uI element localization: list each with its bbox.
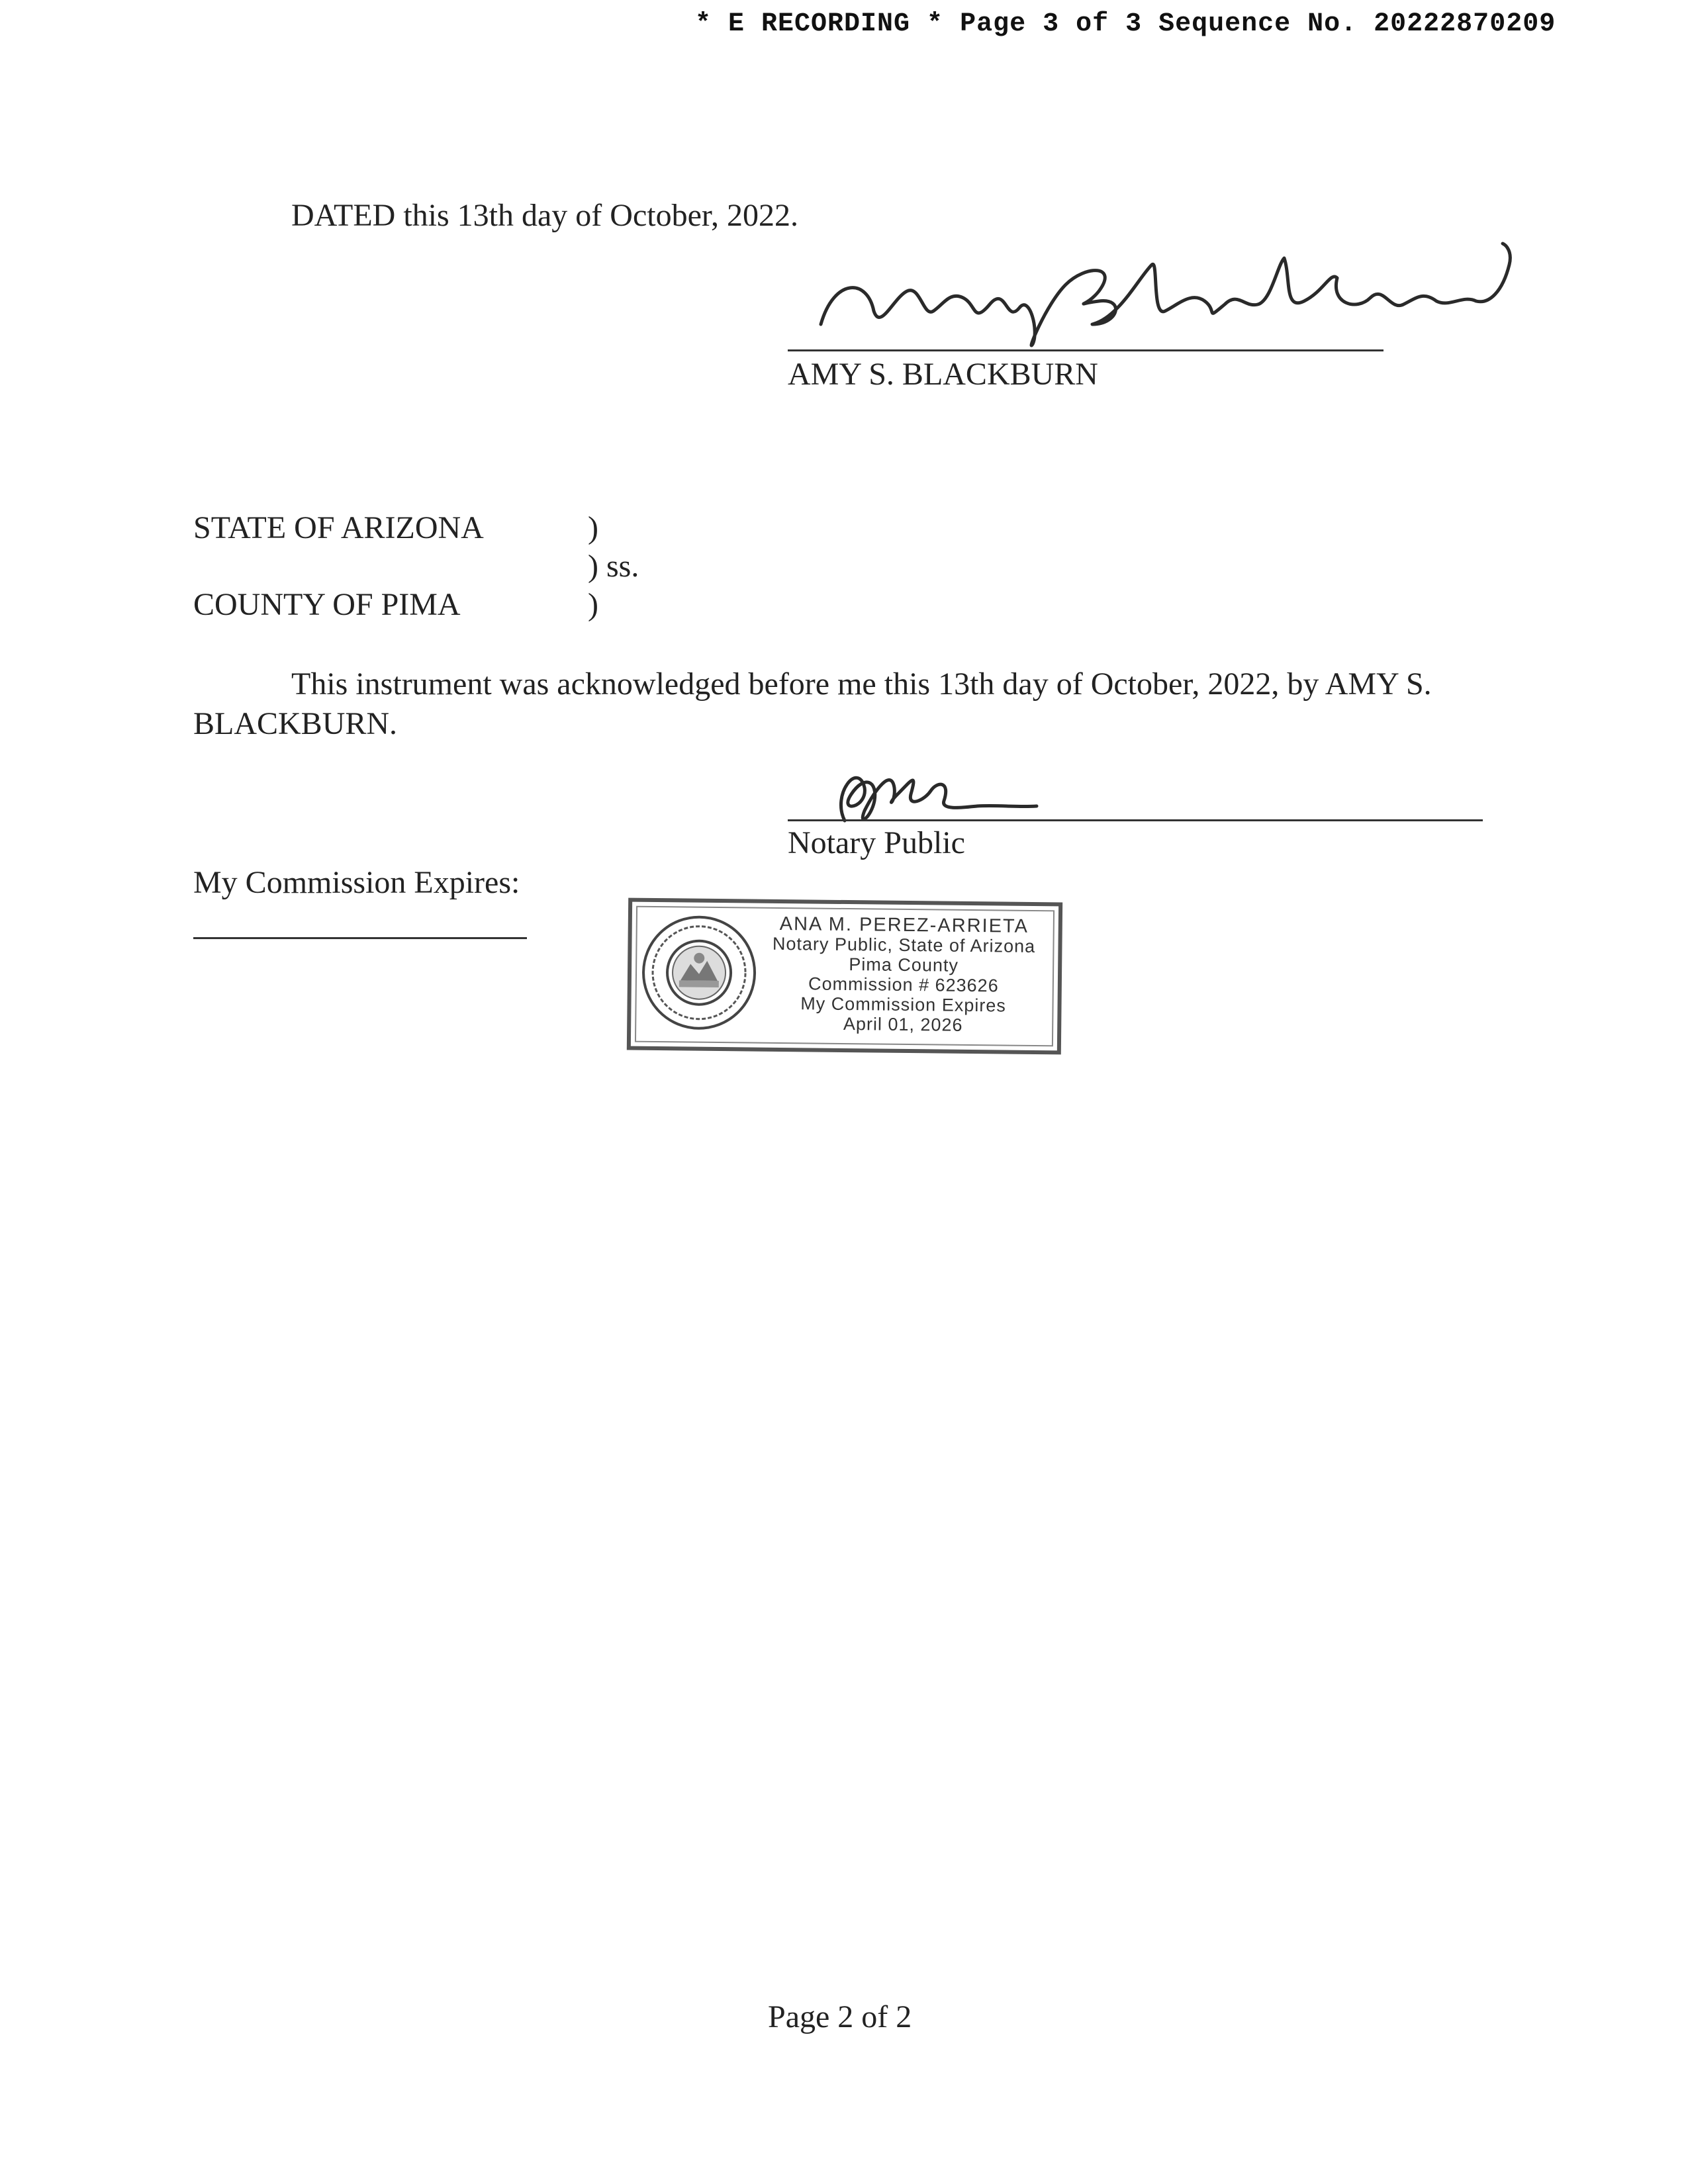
stamp-expires-date: April 01, 2026 [843,1013,963,1035]
commission-expires-line [193,937,527,939]
state-seal-icon [640,914,758,1032]
notary-signature [818,754,1043,834]
acknowledgment-line-2: BLACKBURN. [193,706,398,741]
signer-signature [808,238,1523,351]
stamp-county: Pima County [849,954,959,976]
stamp-notary-name: ANA M. PEREZ-ARRIETA [779,913,1029,937]
notary-signature-line [788,819,1483,821]
notary-label: Notary Public [788,825,965,860]
page-number: Page 2 of 2 [768,1999,912,2034]
acknowledgment-line-1: This instrument was acknowledged before me this 13th day of October, 2022, by AMY S. [291,666,1432,702]
stamp-commission-number: Commission # 623626 [808,974,999,996]
venue-paren-top: ) [588,510,598,545]
stamp-expires-label: My Commission Expires [800,993,1006,1016]
stamp-title: Notary Public, State of Arizona [772,933,1036,957]
venue-county: COUNTY OF PIMA [193,587,461,622]
signer-signature-line [788,349,1383,351]
venue-state: STATE OF ARIZONA [193,510,484,545]
dated-line: DATED this 13th day of October, 2022. [291,198,798,233]
commission-expires-label: My Commission Expires: [193,865,520,900]
venue-paren-bottom: ) [588,587,598,622]
recording-header: * E RECORDING * Page 3 of 3 Sequence No. 20222870209 [695,9,1556,39]
venue-paren-ss: ) ss. [588,549,639,584]
notary-stamp [627,898,1062,1055]
signer-printed-name: AMY S. BLACKBURN [788,357,1098,392]
